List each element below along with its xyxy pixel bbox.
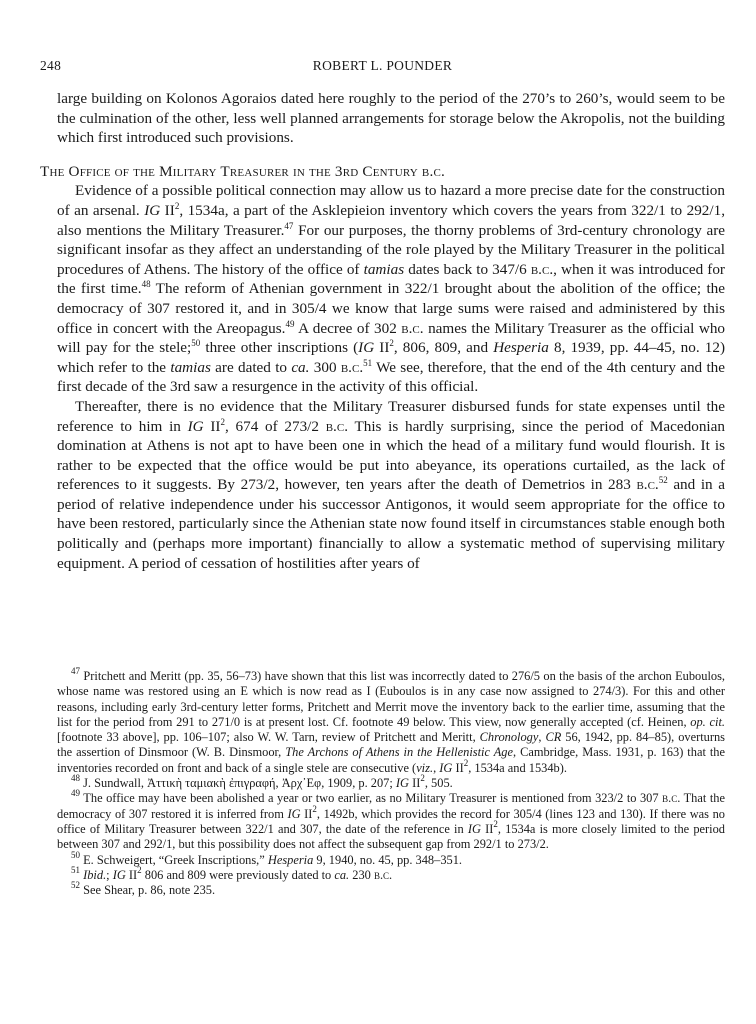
footnote-51: $^{51}$ Ibid.; IG $II^2$ 806 and 809 were previously dated to ca. 230 b.c. (71, 864, 393, 882)
section-heading: The Office of the Military Treasurer in the 3rd Century b.c. (40, 162, 445, 180)
footnote-49: $^{49}$ The office may have been abolished a year or two earlier, as no Military Treasurer is mentioned from 323/2 to 307 b.c. That the democracy of 307 restored it is inferred from IG $II^2$, 1492b, which provides the record for 305/4 (lines 123 and 130). If there was no office of Military Treasurer between 322/1 and 307, the date of the reference in IG $II^2$, 1534a is more closely limited to the period between 307 and 292/1, but this possibility does not affect the subsequent gap from 292/1 to 273/2. (57, 788, 725, 852)
footnote-52: $^{52}$ See Shear, p. 86, note 235. (71, 880, 216, 898)
footnotes (57, 666, 726, 898)
running-header (40, 58, 725, 78)
footnote-50: $^{50}$ E. Schweigert, “Greek Inscriptions,” Hesperia 9, 1940, no. 45, pp. 348–351. (71, 849, 462, 867)
footnote-47: $^{47}$ Pritchett and Meritt (pp. 35, 56–73) have shown that this list was incorrectly dated to 276/5 on the basis of the archon Euboulos, whose name was restored using an E which is now read as I (Euboulos is in any case now assigned to 274/3). For this and other reasons, including early 3rd-century letter forms, Pritchett and Merrit move the inventory back to the earlier time, assuming that the list for the period from 291 to 271/0 is at present lost. Cf. footnote 49 below. This view, now generally accepted (cf. Heinen, op. cit. [footnote 33 above], pp. 106–107; also W. W. Tarn, review of Pritchett and Meritt, Chronology, CR 56, 1942, pp. 84–85), overturns the assertion of Dinsmoor (W. B. Dinsmoor, The Archons of Athens in the Hellenistic Age, Cambridge, Mass. 1931, p. 163) that the inventories recorded on front and back of a single stele are consecutive (viz., IG $II^2$, 1534a and 1534b). (57, 666, 726, 775)
footnote-ref-47[interactable]: 47 (284, 220, 294, 231)
footnote-ref-52[interactable]: 52 (658, 475, 668, 486)
footnote-ref-50[interactable]: 50 (191, 338, 201, 349)
footnote-48: $^{48}$ J. Sundwall, Ἀττικὴ ταμιακὴ ἐπιγραφή, Ἀρχ᾿Εφ, 1909, p. 207; IG $II^2$, 505. (71, 773, 453, 791)
running-head-author: ROBERT L. POUNDER (312, 58, 453, 73)
main-text (40, 89, 726, 573)
paragraph-1: Evidence of a possible political connection may allow us to hazard a more precise date for the construction of an arsenal. IG $II^2$, 1534a, a part of the Asklepieion inventory which covers the years from 322/1 to 292/1, also mentions the Military Treasurer.$^{47}$ For our purposes, the thorny problems of 3rd-century chronology are significant insofar as they affect an understanding of the role played by the Military Treasurer in the political procedures of Athens. The history of the office of tamias dates back to 347/6 b.c., when it was introduced for the first time.$^{48}$ The reform of Athenian government in 322/1 brought about the abolition of the office; the democracy of 307 restored it, and in 305/4 we know that large sums were raised and administered by this office in concert with the Areopagus.$^{49}$ A decree of 302 b.c. names the Military Treasurer as the official who will pay for the stele;$^{50}$ three other inscriptions (IG $II^2$, 806, 809, and Hesperia 8, 1939, pp. 44–45, no. 12) which refer to the tamias are dated to ca. 300 b.c.$^{51}$ We see, therefore, that the end of the 4th century and the first decade of the 3rd saw a resurgence in the activity of this official. (57, 182, 726, 396)
footnote-ref-48[interactable]: 48 (141, 279, 151, 290)
intro-paragraph: large building on Kolonos Agoraios dated here roughly to the period of the 270’s to 260’s, would seem to be the culmination of the other, less well planned arrangements for storage below the Akropolis, not the building which first introduced such provisions. (57, 90, 725, 147)
page-number: 248 (40, 58, 62, 73)
paragraph-2: Thereafter, there is no evidence that the Military Treasurer disbursed funds for state expenses until the reference to him in IG $II^2$, 674 of 273/2 b.c. This is hardly surprising, since the period of Macedonian domination at Athens is not apt to have been one in which the head of a military fund would flourish. It is rather to be expected that the office would be put into abeyance, its operations curtailed, as the lack of references to it suggests. By 273/2, however, ten years after the death of Demetrios in 283 b.c.$^{52}$ and in a period of relative independence under his successor Antigonos, it would seem appropriate for the office to have been restored, particularly since the Athenian state now found itself in circumstances stable enough both politically and (perhaps more important) financially to allow a systematic method of supervising military equipment. A period of cessation of hostilities after years of (57, 397, 725, 572)
footnote-ref-49[interactable]: 49 (285, 318, 295, 329)
footnote-ref-51[interactable]: 51 (363, 357, 373, 368)
